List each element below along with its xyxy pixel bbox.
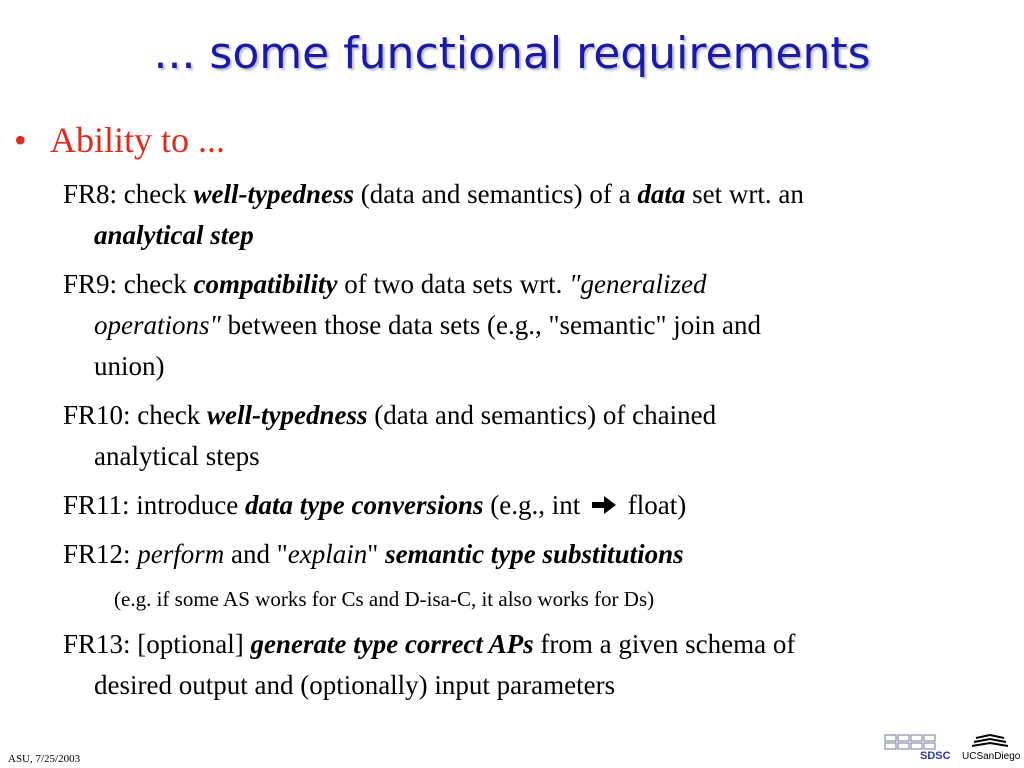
fr12-italic-perform: perform [137, 539, 225, 569]
fr12-emph-semantic-type-substitutions: semantic type substitutions [385, 539, 684, 569]
logo-area [884, 734, 1021, 764]
fr10-emph-well-typedness: well-typedness [206, 400, 368, 430]
fr13-text-a: FR13: [optional] [63, 629, 251, 659]
fr12-text-e: " [367, 539, 386, 569]
fr13-text-c: from a given schema of [533, 629, 796, 659]
requirement-fr13 [63, 624, 1013, 706]
fr8-text-e: set wrt. an [685, 179, 804, 209]
bullet-dot: • [14, 120, 27, 160]
fr11-text-a: FR11: introduce [63, 490, 245, 520]
ucsd-logo-icon [970, 734, 1010, 750]
fr9-text-g: union) [94, 351, 165, 381]
fr11-text-d: float) [620, 490, 687, 520]
fr12-example: (e.g. if some AS works for Cs and D-isa-C, it also works for Ds) [114, 587, 655, 611]
fr8-emph-well-typedness: well-typedness [193, 179, 354, 209]
requirement-fr12 [63, 534, 1013, 575]
fr9-italic-generalized: "generalized [569, 269, 707, 299]
slide-title: ... some functional requirements [153, 28, 871, 79]
fr10-text-a: FR10: check [63, 400, 207, 430]
sdsc-logo-text: SDSC [920, 750, 951, 762]
fr8-emph-data: data [637, 179, 686, 209]
fr12-text-c: and " [224, 539, 288, 569]
fr13-text-d: desired output and (optionally) input parameters [94, 670, 616, 700]
requirement-fr8 [63, 174, 1013, 256]
fr9-text-f: between those data sets (e.g., "semantic" join and [220, 310, 761, 340]
fr9-text-c: of two data sets wrt. [337, 269, 570, 299]
fr12-italic-explain: explain [287, 539, 368, 569]
arrow-right-icon [591, 494, 617, 516]
fr11-text-c: (e.g., int [483, 490, 587, 520]
bullet-text: Ability to ... [50, 120, 226, 160]
fr9-text-a: FR9: check [63, 269, 194, 299]
ucsd-logo-text: UCSanDiego [962, 751, 1021, 762]
requirement-fr10 [63, 395, 1013, 477]
fr12-text-a: FR12: [63, 539, 138, 569]
fr8-emph-analytical-step: analytical step [94, 220, 254, 250]
requirement-fr11 [63, 485, 1013, 526]
fr9-italic-operations: operations" [94, 310, 221, 340]
fr11-emph-data-type-conversions: data type conversions [245, 490, 484, 520]
fr10-text-d: analytical steps [94, 441, 260, 471]
bullet-ability [14, 119, 225, 161]
fr9-emph-compatibility: compatibility [193, 269, 338, 299]
requirement-fr9 [63, 264, 1013, 387]
sdsc-logo-icon [884, 734, 936, 750]
fr8-text-c: (data and semantics) of a [353, 179, 638, 209]
fr8-text-a: FR8: check [63, 179, 194, 209]
footer-date: ASU, 7/25/2003 [8, 753, 81, 765]
fr10-text-c: (data and semantics) of chained [367, 400, 717, 430]
fr13-emph-generate-type-correct-aps: generate type correct APs [250, 629, 534, 659]
